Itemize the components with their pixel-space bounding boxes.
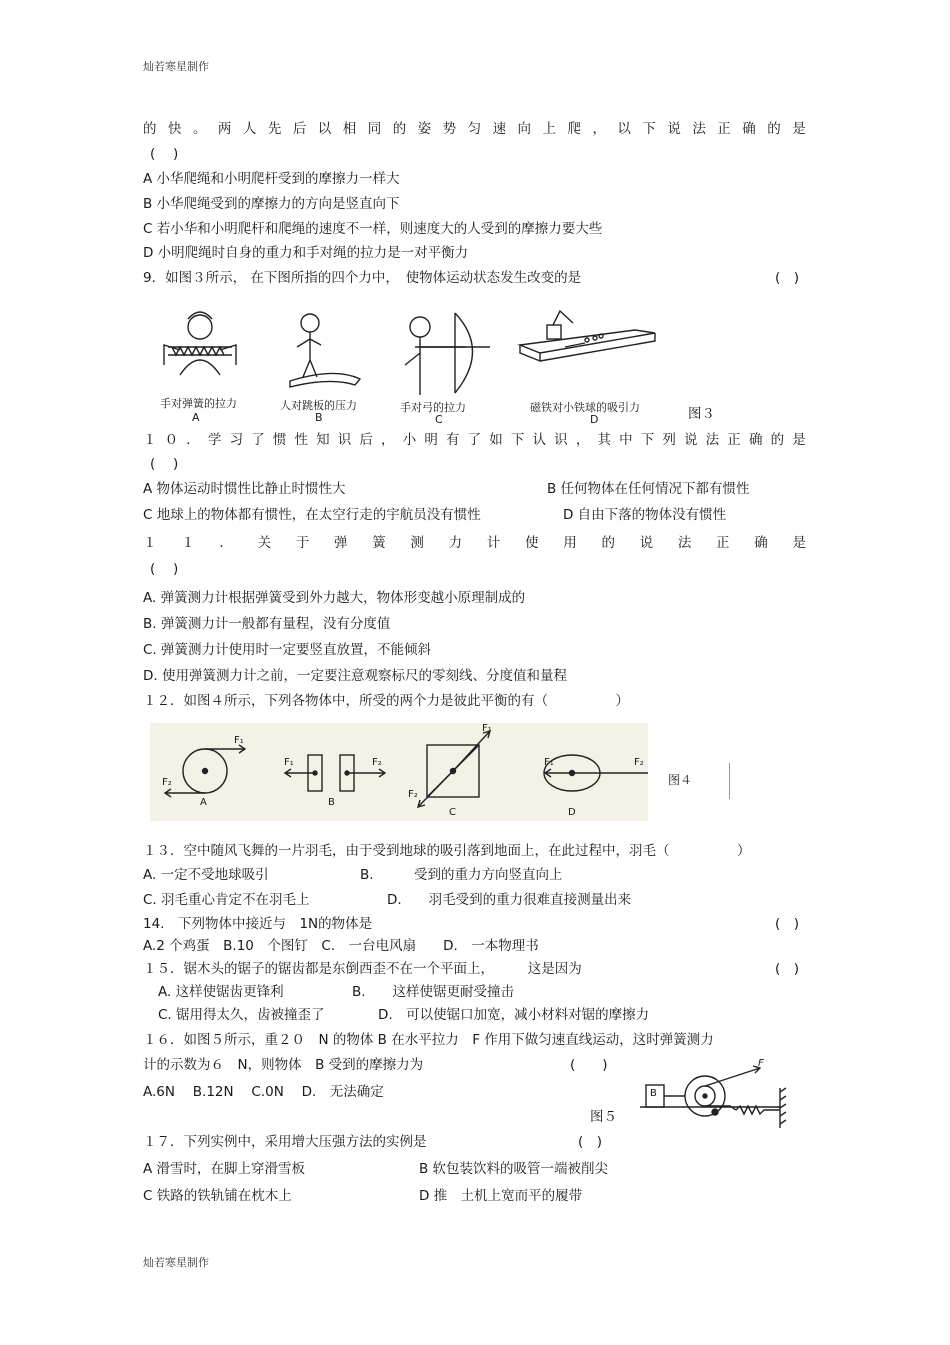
q11-option-d: D. 使用弹簧测力计之前，一定要注意观察标尺的零刻线、分度值和量程: [143, 668, 567, 684]
q11-stem-char: 法: [677, 535, 692, 551]
q10-stem-char: 学: [207, 432, 222, 448]
q10-stem-char: 认: [532, 432, 547, 448]
q8-continuation-char: 是: [792, 121, 806, 137]
q10-stem: [143, 431, 806, 449]
q10-stem-char: ．: [186, 432, 200, 448]
q8-continuation-char: 相: [342, 121, 357, 137]
fig4-d-f1: F₁: [544, 757, 554, 768]
q8-continuation-char: 人: [242, 121, 257, 137]
fig4-d-f2: F₂: [634, 757, 644, 768]
q10-stem-char: 列: [662, 432, 676, 448]
q10-stem-char: １: [143, 432, 157, 448]
q13-option-a: A. 一定不受地球吸引: [143, 867, 269, 883]
q8-continuation-char: 确: [742, 121, 756, 137]
q8-continuation-char: 同: [367, 121, 382, 137]
q14-answer-paren: ( ): [775, 916, 800, 932]
panel-b-caption: 人对跳板的压力: [280, 399, 357, 412]
panel-a-letter: A: [192, 411, 200, 424]
q8-continuation-char: 的: [392, 121, 407, 137]
q16-stem-line2: 计的示数为６ N，则物体 B 受到的摩擦力为: [143, 1057, 424, 1073]
q8-continuation-char: 爬: [567, 121, 581, 137]
q17-option-b: B 软包装饮料的吸管一端被削尖: [419, 1161, 609, 1177]
q8-continuation-line: [143, 120, 806, 138]
q10-stem-char: 的: [770, 432, 785, 448]
q11-stem-char: 是: [792, 535, 806, 551]
panel-c-archer: [405, 313, 490, 395]
q10-stem-char: 下: [640, 432, 655, 448]
q12-stem: １２．如图４所示，下列各物体中，所受的两个力是彼此平衡的有（ ）: [143, 693, 629, 709]
q14-options: A.2 个鸡蛋 B.10 个图钉 C. 一台电风扇 D. 一本物理书: [143, 938, 539, 954]
fig4-label-d: D: [568, 807, 576, 818]
q10-option-a: A 物体运动时惯性比静止时惯性大: [143, 481, 346, 497]
q10-stem-char: 了: [251, 432, 265, 448]
q11-stem-char: 使: [525, 535, 539, 551]
figure-5-caption: 图５: [590, 1109, 617, 1125]
figure-4: [150, 723, 648, 821]
fig4-c-f1: F₁: [482, 723, 492, 734]
q10-stem-char: ，: [575, 432, 590, 448]
fig4-label-a: A: [200, 797, 207, 808]
figure-3: [150, 305, 670, 425]
q13-option-b: B. 受到的重力方向竖直向上: [360, 867, 563, 883]
q10-stem-char: 习: [229, 432, 244, 448]
q11-stem-char: 簧: [372, 535, 386, 551]
panel-d-letter: D: [590, 413, 599, 426]
fig5-force-label: F: [758, 1058, 764, 1069]
q8-option-c: C 若小华和小明爬杆和爬绳的速度不一样，则速度大的人受到的摩擦力要大些: [143, 221, 603, 237]
q17-stem: １７．下列实例中，采用增大压强方法的实例是: [143, 1134, 427, 1150]
q11-answer-paren: ( ): [150, 561, 179, 577]
q17-answer-paren: ( ): [578, 1134, 603, 1150]
fig4-label-b: B: [328, 797, 335, 808]
q15-option-a: A. 这样使锯齿更锋利: [158, 984, 284, 1000]
q8-continuation-char: 上: [542, 121, 556, 137]
q16-options: A.6N B.12N C.0N D. 无法确定: [143, 1084, 384, 1100]
q10-stem-char: 中: [619, 432, 633, 448]
q15-answer-paren: ( ): [775, 961, 800, 977]
page-footer: 灿若寒星制作: [143, 1256, 209, 1269]
q17-option-a: A 滑雪时，在脚上穿滑雪板: [143, 1161, 306, 1177]
figure-3-drawings: [150, 305, 670, 400]
q10-stem-char: 知: [316, 432, 330, 448]
panel-b-letter: B: [315, 411, 323, 424]
figure-3-caption: 图３: [688, 406, 715, 422]
figure-4-side-rule: [729, 763, 730, 799]
q8-continuation-char: 说: [667, 121, 681, 137]
q11-option-a: A. 弹簧测力计根据弹簧受到外力越大，物体形变越小原理制成的: [143, 590, 526, 606]
q11-stem: [143, 534, 806, 552]
q10-stem-char: 惯: [272, 432, 287, 448]
q10-option-b: B 任何物体在任何情况下都有惯性: [547, 481, 750, 497]
q10-stem-char: 明: [424, 432, 438, 448]
q8-continuation-char: ，: [592, 121, 606, 137]
q11-stem-char: １: [143, 535, 157, 551]
q8-option-b: B 小华爬绳受到的摩擦力的方向是竖直向下: [143, 196, 400, 212]
q11-stem-char: 关: [257, 535, 272, 551]
q10-answer-paren: ( ): [150, 456, 179, 472]
q11-stem-char: 计: [486, 535, 501, 551]
q9-answer-paren: ( ): [775, 270, 800, 286]
q10-stem-char: 后: [359, 432, 373, 448]
q8-option-d: D 小明爬绳时自身的重力和手对绳的拉力是一对平衡力: [143, 245, 469, 261]
figure-5-drawings: [640, 1060, 792, 1128]
panel-a-caption: 手对弹簧的拉力: [160, 397, 237, 410]
q8-continuation-char: 向: [517, 121, 532, 137]
q10-stem-char: ０: [164, 432, 179, 448]
q10-stem-char: 正: [727, 432, 741, 448]
panel-a-spring-man: [164, 312, 236, 375]
panel-c-letter: C: [435, 413, 443, 426]
figure-5: [640, 1060, 792, 1128]
page-header: 灿若寒星制作: [143, 60, 209, 73]
q10-stem-char: 法: [705, 432, 720, 448]
fig4-a-f1: F₁: [234, 735, 244, 746]
q10-stem-char: 有: [445, 432, 460, 448]
q10-stem-char: 说: [684, 432, 698, 448]
fig4-b-f1: F₁: [284, 757, 294, 768]
q8-continuation-char: 下: [642, 121, 656, 137]
panel-d-caption: 磁铁对小铁球的吸引力: [530, 401, 640, 414]
q10-stem-char: 下: [510, 432, 525, 448]
q8-continuation-char: 势: [442, 121, 457, 137]
panel-b-diving-board: [290, 314, 360, 387]
q10-stem-char: 了: [467, 432, 482, 448]
panel-d-magnet-balls: [520, 311, 655, 361]
q13-option-c: C. 羽毛重心肯定不在羽毛上: [143, 892, 310, 908]
q11-option-b: B. 弹簧测力计一般都有量程，没有分度值: [143, 616, 391, 632]
q8-continuation-char: 快: [167, 121, 182, 137]
q15-stem: １５．锯木头的锯子的锯齿都是东倒西歪不在一个平面上， 这是因为: [143, 961, 582, 977]
q8-continuation-char: 。: [192, 121, 207, 137]
q11-stem-char: 的: [601, 535, 615, 551]
q10-option-c: C 地球上的物体都有惯性，在太空行走的宇航员没有惯性: [143, 507, 481, 523]
q10-stem-char: ，: [381, 432, 395, 448]
q17-option-d: D 推 土机上宽而平的履带: [419, 1188, 583, 1204]
q15-option-b: B. 这样使锯更耐受撞击: [352, 984, 515, 1000]
q11-stem-char: 测: [410, 535, 424, 551]
q11-option-c: C. 弹簧测力计使用时一定要竖直放置，不能倾斜: [143, 642, 432, 658]
q13-stem: １３．空中随风飞舞的一片羽毛，由于受到地球的吸引落到地面上，在此过程中，羽毛（ ）: [143, 843, 751, 859]
q10-stem-char: 如: [489, 432, 503, 448]
q10-stem-char: 确: [748, 432, 763, 448]
fig5-block-label: B: [650, 1088, 657, 1099]
q10-stem-char: 其: [597, 432, 611, 448]
figure-4-caption: 图４: [668, 773, 693, 787]
q11-stem-char: 确: [754, 535, 768, 551]
q8-continuation-char: 以: [617, 121, 631, 137]
q8-option-a: A 小华爬绳和小明爬杆受到的摩擦力一样大: [143, 171, 400, 187]
q10-option-d: D 自由下落的物体没有惯性: [563, 507, 727, 523]
q11-stem-char: 力: [448, 535, 463, 551]
fig4-a-f2: F₂: [162, 777, 172, 788]
q8-continuation-char: 先: [267, 121, 282, 137]
panel-c-square: [418, 731, 490, 807]
q11-stem-char: １: [181, 535, 195, 551]
fig4-label-c: C: [449, 807, 456, 818]
q15-option-d: D. 可以使锯口加宽，减小材料对锯的摩擦力: [378, 1007, 650, 1023]
q11-stem-char: 于: [295, 535, 310, 551]
q10-stem-char: 识: [337, 432, 352, 448]
q16-stem-line1: １６．如图５所示，重２０ N 的物体 B 在水平拉力 F 作用下做匀速直线运动，这时弹簧测力: [143, 1032, 714, 1048]
q8-answer-paren: ( ): [150, 146, 179, 162]
q8-continuation-char: 的: [767, 121, 781, 137]
q8-continuation-char: 法: [692, 121, 706, 137]
q15-option-c: C. 锯用得太久，齿被撞歪了: [158, 1007, 325, 1023]
q8-continuation-char: 速: [492, 121, 507, 137]
q8-continuation-char: 匀: [467, 121, 482, 137]
q9-stem: 9．如图３所示， 在下图所指的四个力中， 使物体运动状态发生改变的是: [143, 270, 582, 286]
q8-continuation-char: 后: [292, 121, 307, 137]
q11-stem-char: 用: [563, 535, 577, 551]
q11-stem-char: ．: [219, 535, 233, 551]
q8-continuation-char: 的: [143, 121, 157, 137]
q8-continuation-char: 以: [317, 121, 332, 137]
q10-stem-char: 性: [294, 432, 308, 448]
q8-continuation-char: 正: [717, 121, 731, 137]
q17-option-c: C 铁路的铁轨铺在枕木上: [143, 1188, 292, 1204]
q14-stem: 14. 下列物体中接近与 1N的物体是: [143, 916, 373, 932]
panel-a-wheel: [165, 745, 245, 797]
q8-continuation-char: 两: [217, 121, 232, 137]
q13-option-d: D. 羽毛受到的重力很难直接测量出来: [387, 892, 632, 908]
q8-continuation-char: 姿: [417, 121, 432, 137]
q16-answer-paren: ( ): [570, 1057, 608, 1073]
panel-d-ellipse: [544, 755, 648, 791]
panel-c-caption: 手对弓的拉力: [400, 401, 466, 414]
q10-stem-char: 小: [402, 432, 417, 448]
fig4-b-f2: F₂: [372, 757, 382, 768]
panel-b-blocks: [285, 755, 385, 791]
q11-stem-char: 弹: [334, 535, 348, 551]
q10-stem-char: 识: [554, 432, 568, 448]
fig4-c-f2: F₂: [408, 789, 418, 800]
q11-stem-char: 正: [716, 535, 730, 551]
q11-stem-char: 说: [639, 535, 654, 551]
q10-stem-char: 是: [792, 432, 806, 448]
